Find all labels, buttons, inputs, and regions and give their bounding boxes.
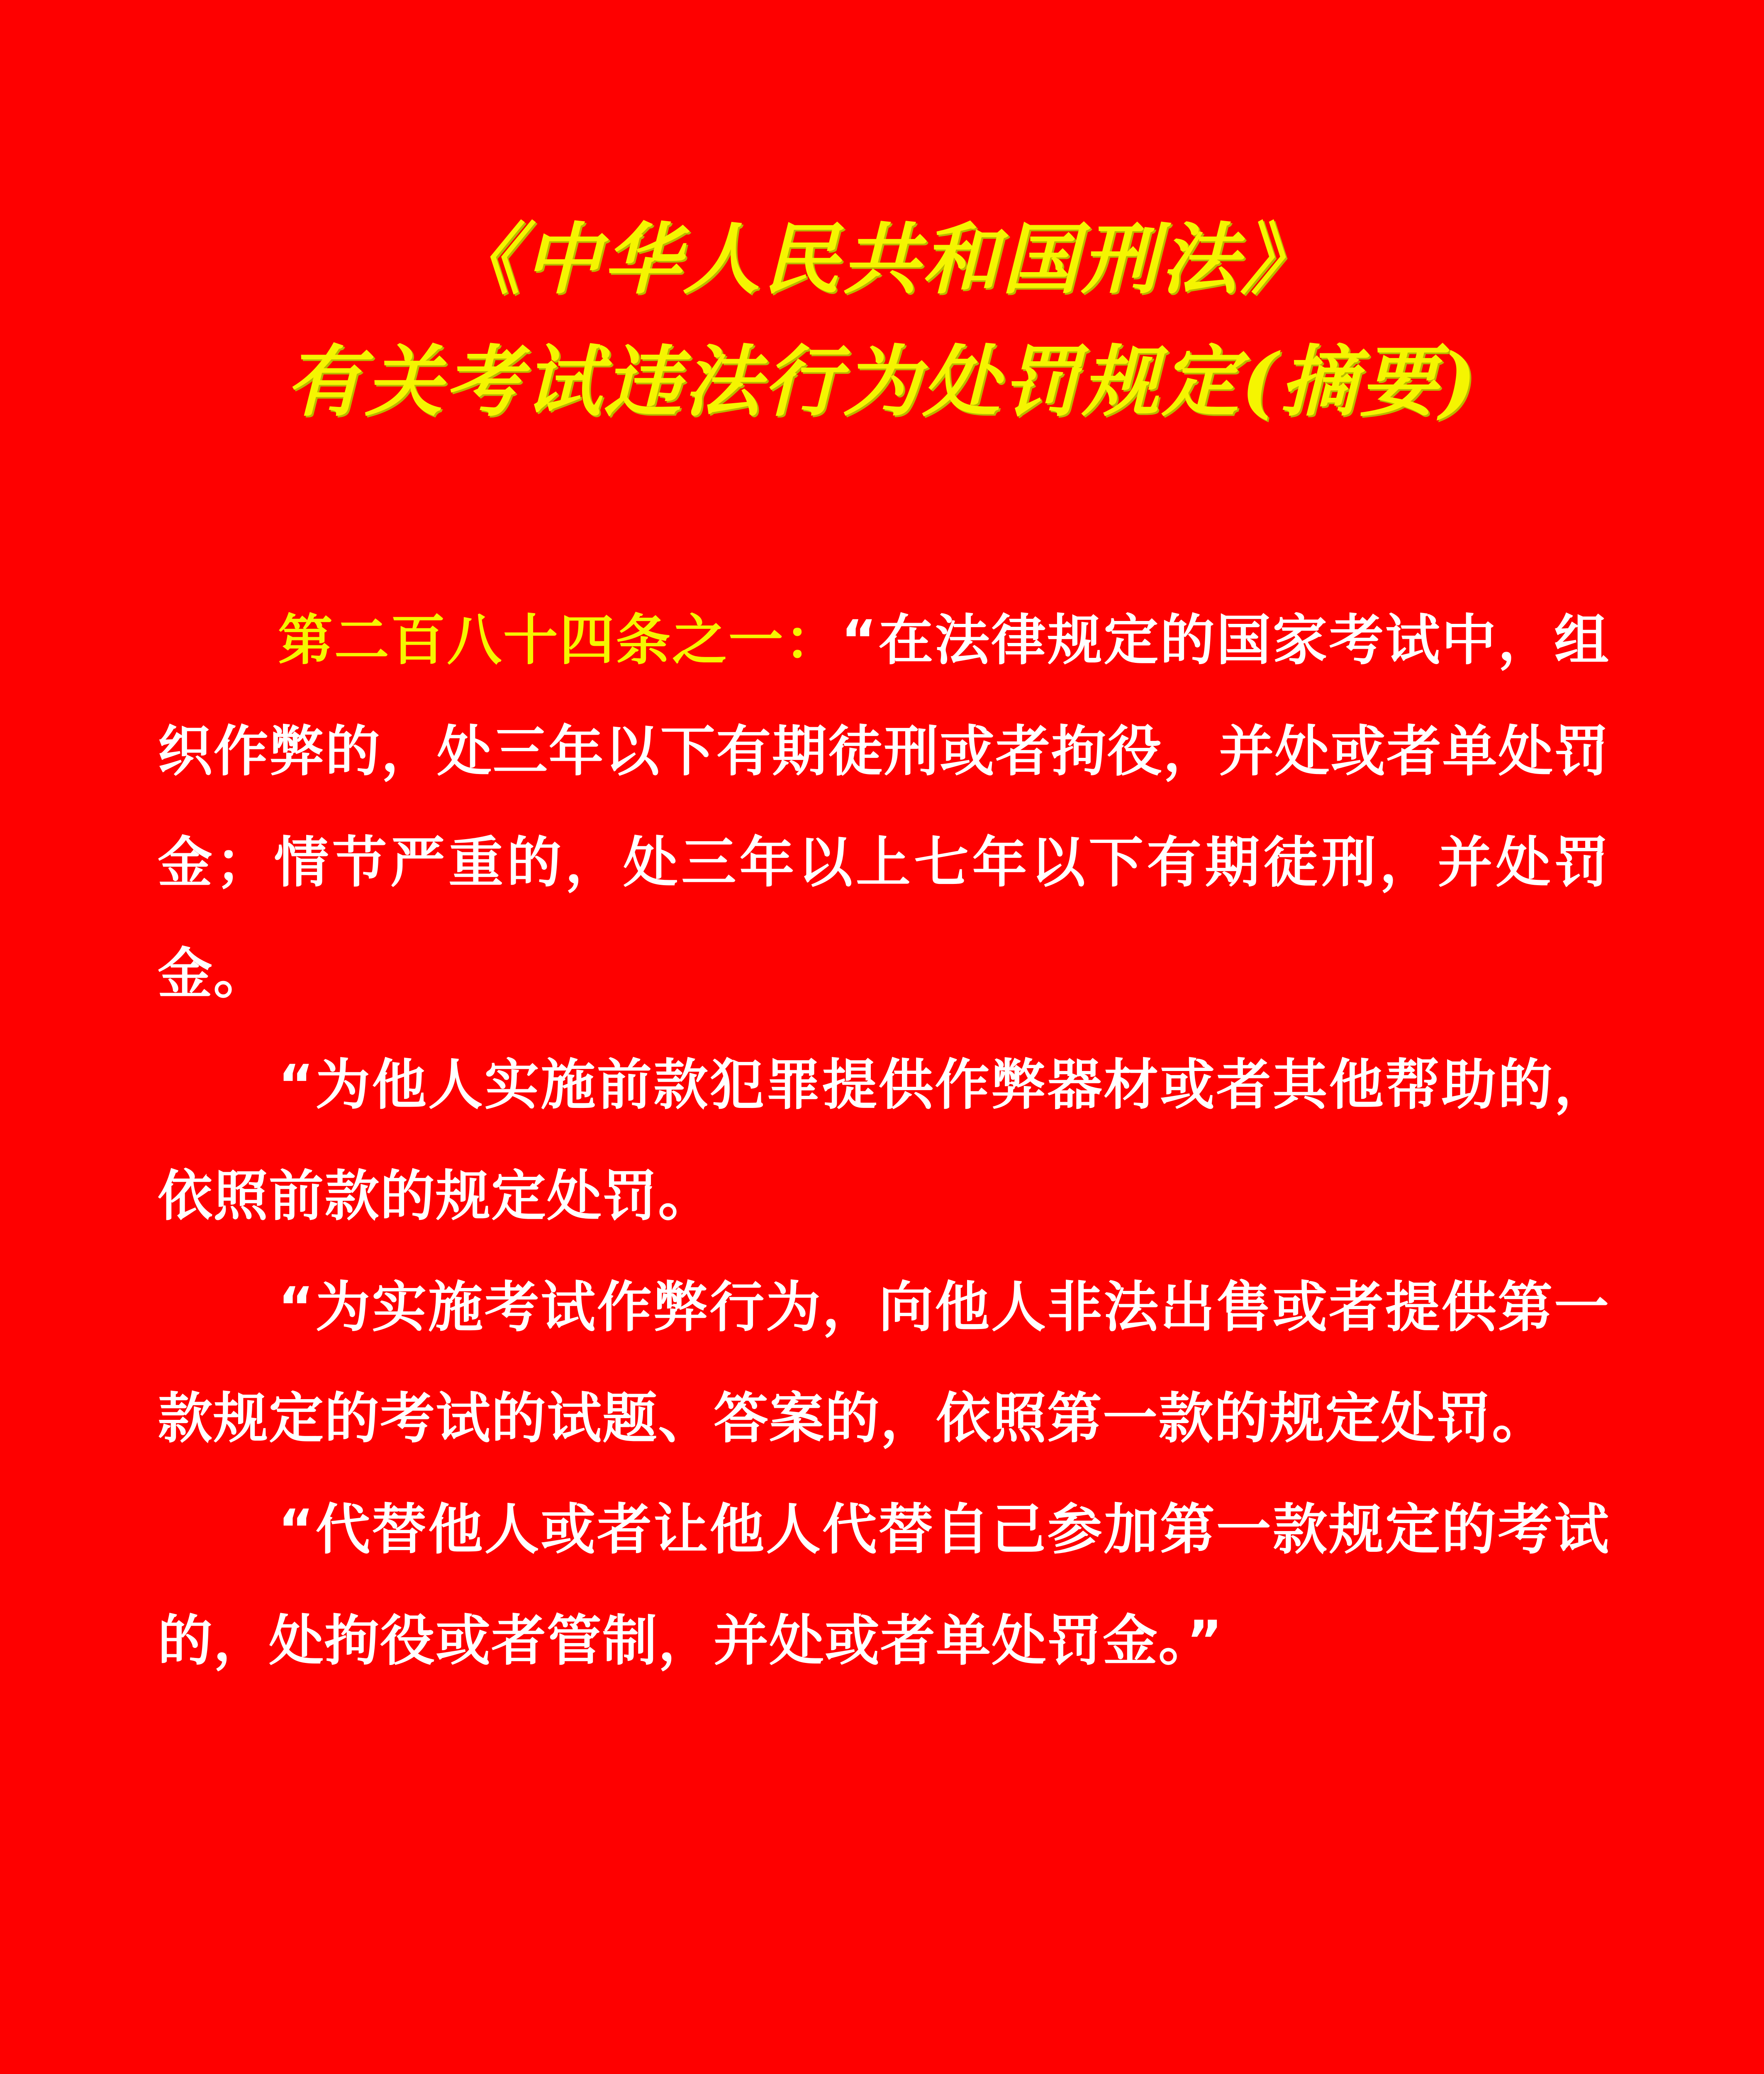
paragraph-4: “代替他人或者让他人代替自己参加第一款规定的考试的，处拘役或者管制，并处或者单处罚金。” (158, 1498, 1610, 1673)
article-body (158, 585, 1610, 1697)
paragraph-1 (158, 585, 1610, 1030)
article-label: 第二百八十四条之一： (278, 609, 841, 672)
title-line-1: 《中华人民共和国刑法》 (443, 214, 1320, 304)
title-line-2: 有关考试违法行为处罚规定(摘要) (285, 336, 1479, 427)
paragraph-2: “为他人实施前款犯罪提供作弊器材或者其他帮助的，依照前款的规定处罚。 (158, 1053, 1610, 1228)
paragraph-1-text: “在法律规定的国家考试中，组织作弊的，处三年以下有期徒刑或者拘役，并处或者单处罚金；情节严重的，处三年以上七年以下有期徒刑，并处罚金。 (158, 609, 1610, 1006)
paragraph-3: “为实施考试作弊行为，向他人非法出售或者提供第一款规定的考试的试题、答案的，依照第一款的规定处罚。 (158, 1276, 1610, 1451)
